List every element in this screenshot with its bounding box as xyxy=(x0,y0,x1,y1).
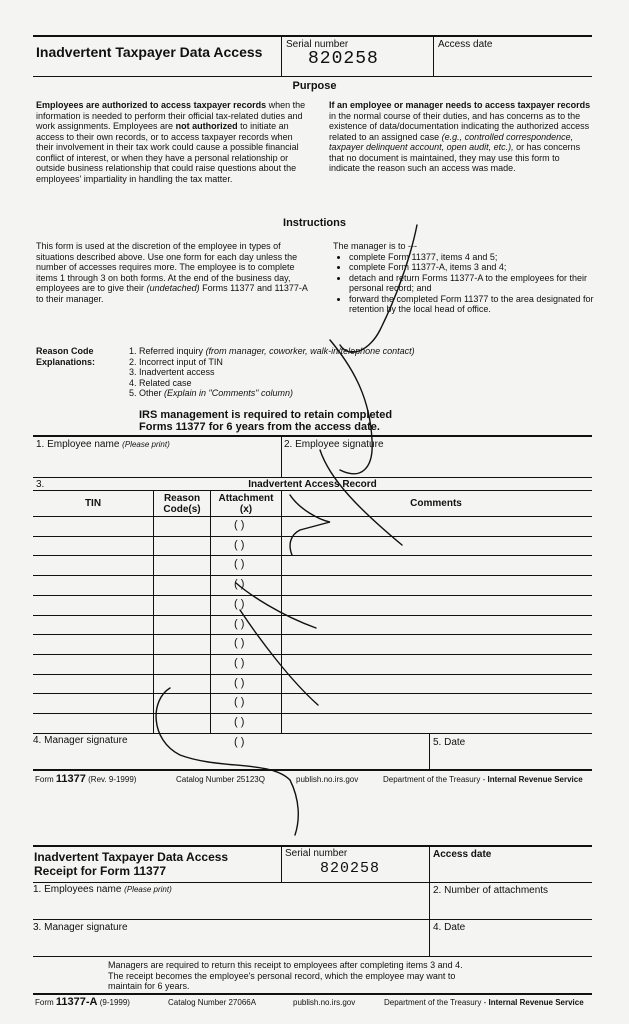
manager-signature-label: 4. Manager signature xyxy=(33,735,128,746)
attachment-checkbox[interactable]: ( ) xyxy=(234,677,245,689)
receipt-access-date-label: Access date xyxy=(433,849,492,860)
record-title: Inadvertent Access Record xyxy=(248,479,377,490)
pen-stroke-7 xyxy=(156,688,298,835)
manager-task-1: • complete Form 11377, items 4 and 5; xyxy=(349,252,595,263)
col-tin-header: TIN xyxy=(84,498,102,509)
serial-number-label: Serial number xyxy=(286,39,349,50)
attachment-checkbox[interactable]: ( ) xyxy=(234,598,245,610)
pen-stroke-1 xyxy=(340,225,417,352)
footer-publish: publish.no.irs.gov xyxy=(296,775,359,784)
receipt-manager-signature-label: 3. Manager signature xyxy=(33,922,128,933)
footer2-catalog: Catalog Number 27066A xyxy=(168,998,257,1007)
attachment-checkbox[interactable]: ( ) xyxy=(234,657,245,669)
attachment-checkbox[interactable]: ( ) xyxy=(234,618,245,630)
receipt-title: Inadvertent Taxpayer Data Access Receipt for Form 11377 xyxy=(34,850,229,878)
footer2-publish: publish.no.irs.gov xyxy=(293,998,356,1007)
receipt-serial-value: 820258 xyxy=(320,860,381,877)
date-label: 5. Date xyxy=(433,737,466,748)
receipt-attachments-label: 2. Number of attachments xyxy=(433,885,549,896)
attachment-checkbox[interactable]: ( ) xyxy=(234,716,245,728)
col-attachment-header: Attachment (x) xyxy=(218,493,274,515)
footer-department: Department of the Treasury - Internal Revenue Service xyxy=(383,775,583,784)
form-title: Inadvertent Taxpayer Data Access xyxy=(36,44,263,60)
footer-form-number: Form 11377 (Rev. 9-1999) xyxy=(35,773,137,785)
attachment-checkbox[interactable]: ( ) xyxy=(234,637,245,649)
purpose-right-text: If an employee or manager needs to access taxpayer records in the normal course of their duties, and has concerns as to the existence of data/documentation indicating the authorized access related to an assigned case (e.g., controlled correspondence, taxpayer delinquent account, open audit, etc.), or has concerns that no document is maintained, they may use this form to indicate the reason such an access was made. xyxy=(329,100,591,173)
col-reason-header: Reason Code(s) xyxy=(163,493,201,515)
instructions-right-text: The manager is to --- • complete Form 11377, items 4 and 5; • complete Form 11377-A, items 3 and 4; • detach and return Forms 11377-A to the employees for their personal record; and • forward the completed Form 11377 to the area designated for retention by the local head of office. xyxy=(333,241,595,315)
purpose-left-text: Employees are authorized to access taxpayer records when the information is needed to perform their official tax-related duties and work assignments. Employees are not authorized to initiate an access to their own records, or to access taxpayer records when their involvement in their tax work could cause a possible financial conflict of interest, or when they have a personal relationship or outside business relationship that could raise questions about the employees' impartiality in handling the tax matter. xyxy=(36,100,306,184)
attachment-checkbox[interactable]: ( ) xyxy=(234,578,245,590)
employee-signature-label: 2. Employee signature xyxy=(284,439,384,450)
instructions-left-text: This form is used at the discretion of the employee in types of situations described above. Use one form for each day unless the number of accesses requires more. The employee is to complete items 1 through 3 on both forms. At the end of the business day, employees are to give their (undetached) Forms 11377 and 11377-A to their manager. xyxy=(36,241,308,304)
reason-code-label: Reason Code Explanations: xyxy=(36,346,96,367)
serial-number-value: 820258 xyxy=(308,49,379,69)
footer2-department: Department of the Treasury - Internal Revenue Service xyxy=(384,998,584,1007)
footer2-form-number: Form 11377-A (9-1999) xyxy=(35,996,130,1008)
manager-task-3: • detach and return Forms 11377-A to the employees for their personal record; and xyxy=(349,273,595,294)
attachment-checkbox[interactable]: ( ) xyxy=(234,736,245,748)
employee-name-label: 1. Employee name (Please print) xyxy=(36,439,170,450)
receipt-serial-label: Serial number xyxy=(285,848,348,859)
manager-task-2: • complete Form 11377-A, items 3 and 4; xyxy=(349,262,595,273)
instructions-heading: Instructions xyxy=(283,217,346,229)
attachment-checkbox[interactable]: ( ) xyxy=(234,519,245,531)
purpose-heading: Purpose xyxy=(292,80,337,92)
retention-notice: IRS management is required to retain completed Forms 11377 for 6 years from the access date. xyxy=(139,409,393,433)
receipt-employee-name-label: 1. Employees name (Please print) xyxy=(33,884,172,895)
footer-catalog: Catalog Number 25123Q xyxy=(176,775,265,784)
section-3-label: 3. xyxy=(36,479,45,490)
receipt-date-label: 4. Date xyxy=(433,922,466,933)
attachment-checkbox[interactable]: ( ) xyxy=(234,696,245,708)
access-date-label: Access date xyxy=(438,39,493,50)
manager-task-4: • forward the completed Form 11377 to the area designated for retention by the local head of office. xyxy=(349,294,595,315)
pen-stroke-3 xyxy=(320,450,402,545)
pen-stroke-4 xyxy=(290,495,330,555)
receipt-notice: Managers are required to return this receipt to employees after completing items 3 and 4. The receipt becomes the employee's personal record, which the employee may want to maintain for 6 years. xyxy=(108,960,463,991)
pen-stroke-2 xyxy=(330,340,372,474)
attachment-checkbox[interactable]: ( ) xyxy=(234,539,245,551)
attachment-checkbox[interactable]: ( ) xyxy=(234,558,245,570)
reason-code-list: 1. Referred inquiry (from manager, coworker, walk-in/telephone contact) 2. Incorrect input of TIN 3. Inadvertent access 4. Related case 5. Other (Explain in "Comments" column) xyxy=(129,346,415,398)
col-comments-header: Comments xyxy=(410,498,462,509)
